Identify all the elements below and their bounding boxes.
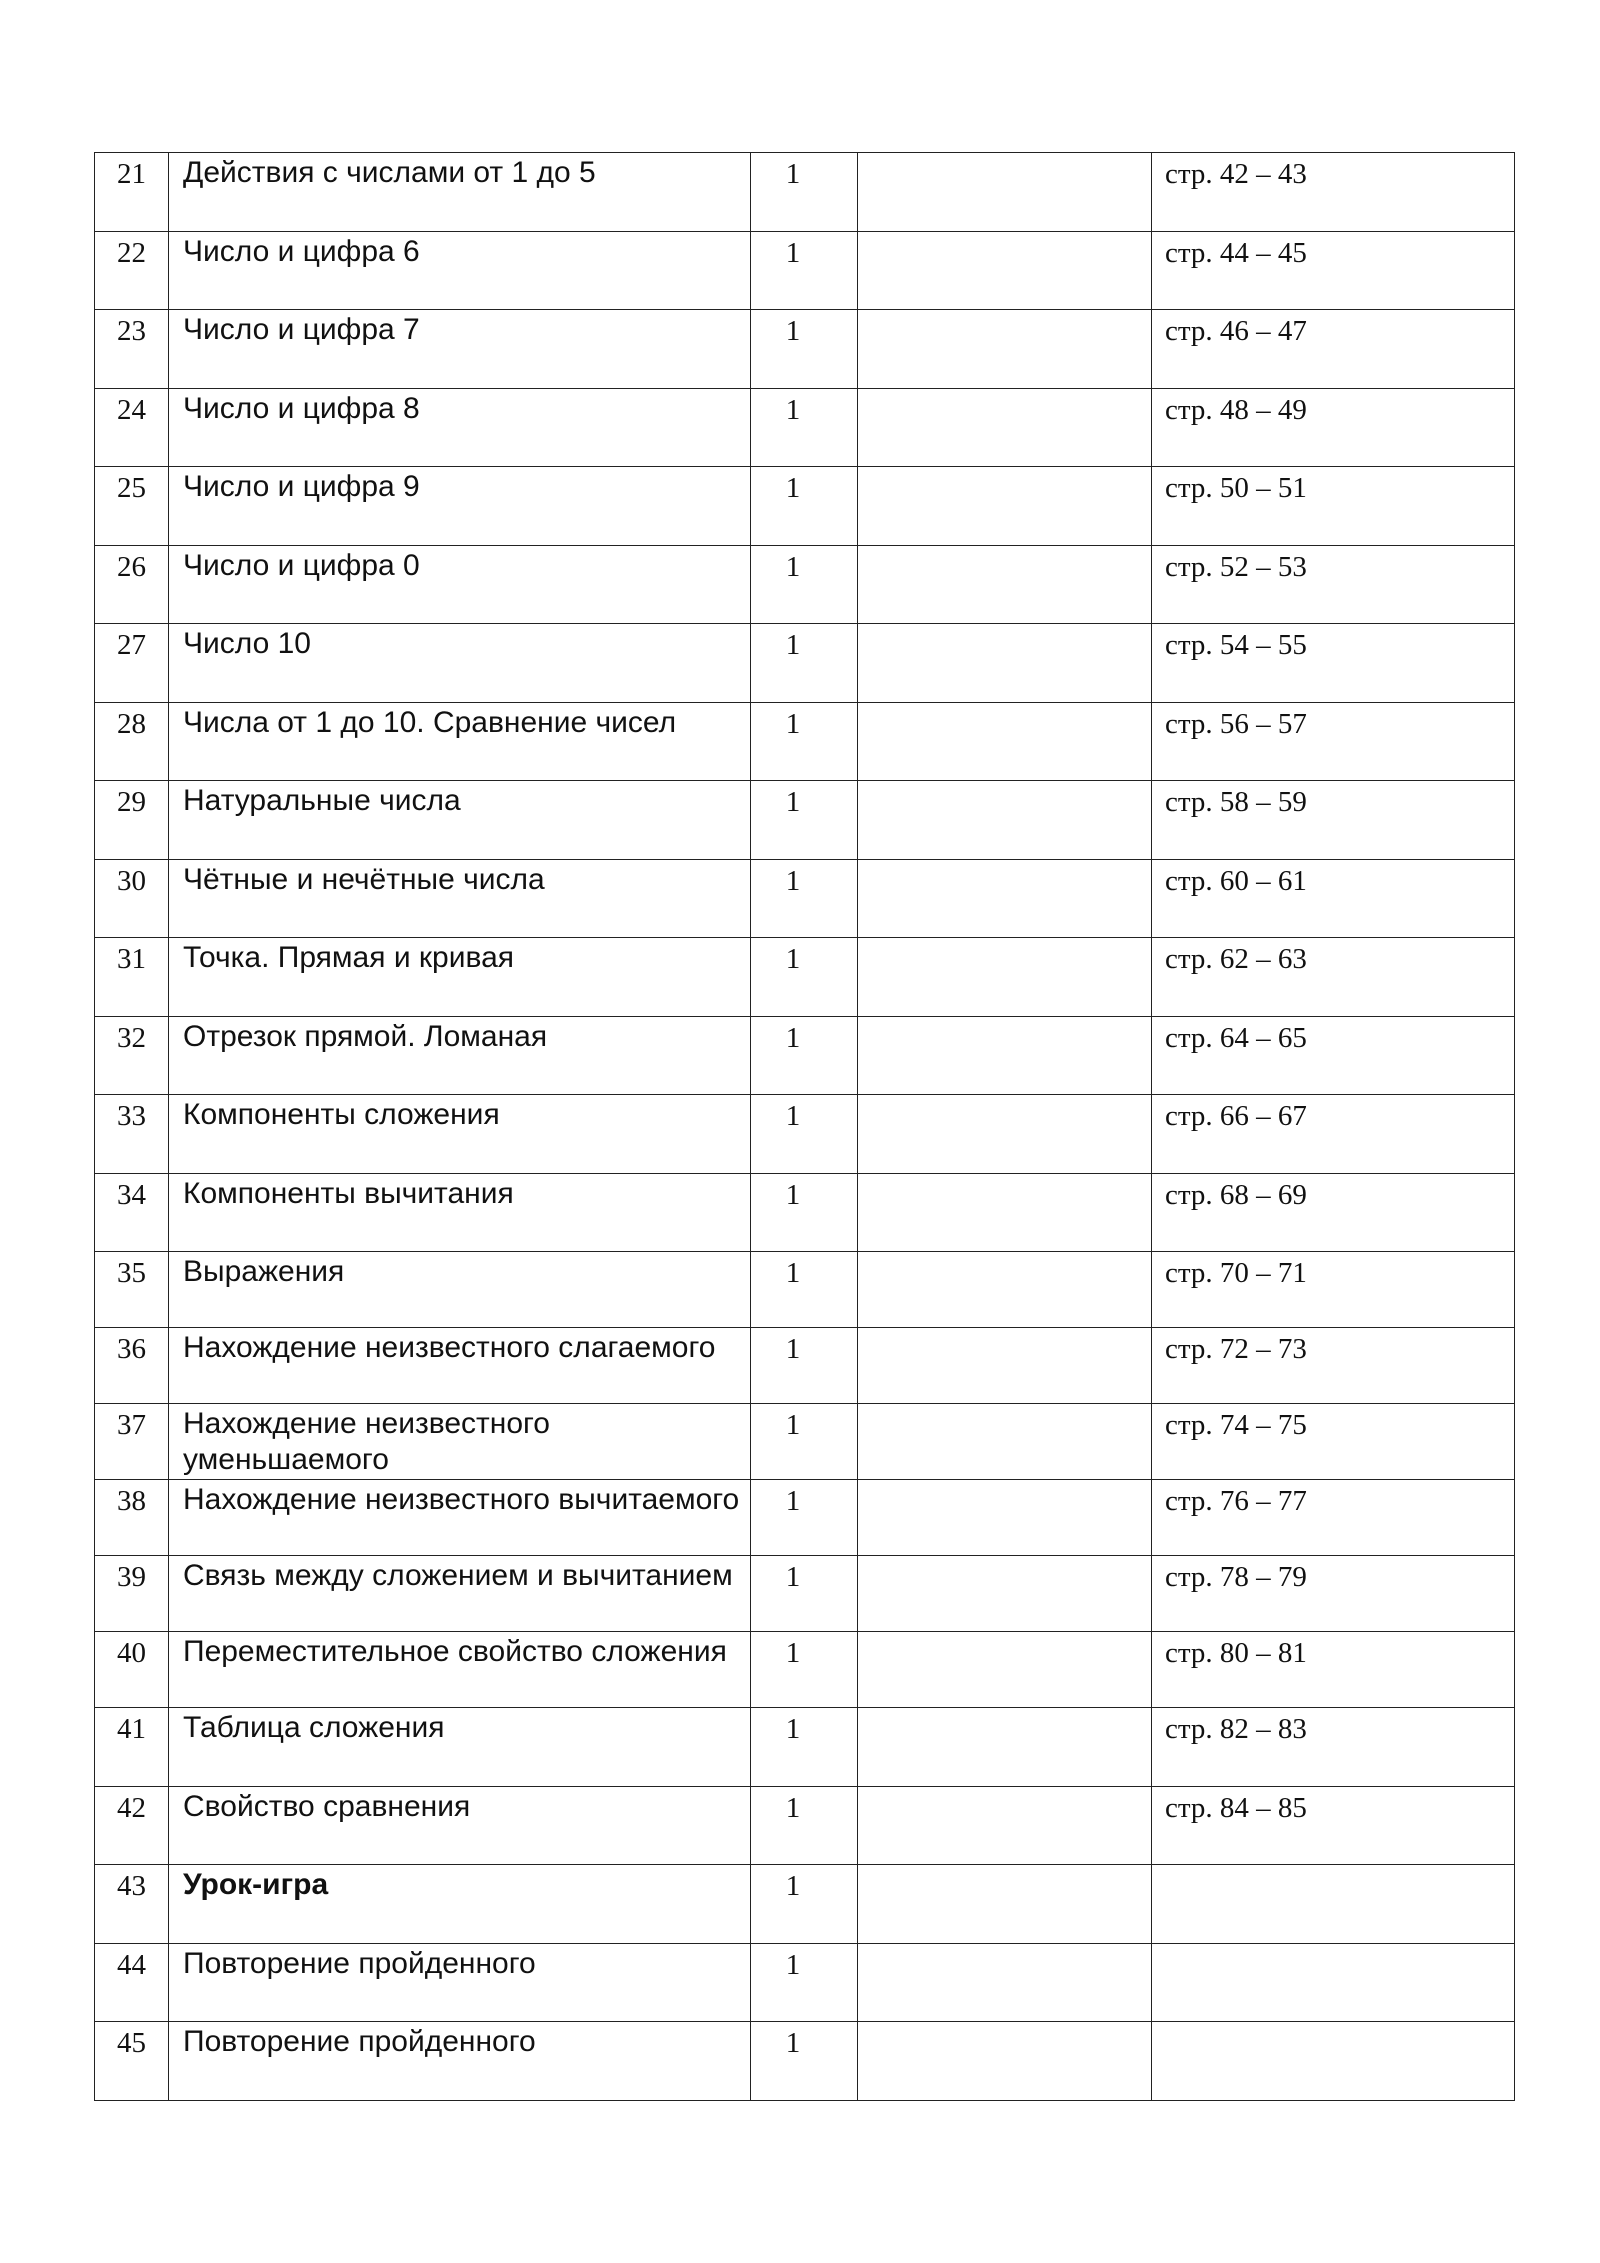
textbook-pages: стр. 58 – 59 [1152, 781, 1515, 860]
lesson-number: 45 [95, 2022, 169, 2101]
lesson-number: 22 [95, 231, 169, 310]
lesson-date [858, 702, 1152, 781]
lesson-number: 40 [95, 1632, 169, 1708]
lesson-date [858, 1252, 1152, 1328]
lesson-number: 29 [95, 781, 169, 860]
lesson-hours: 1 [751, 1095, 858, 1174]
lesson-topic: Таблица сложения [169, 1708, 751, 1787]
lesson-date [858, 1632, 1152, 1708]
textbook-pages: стр. 70 – 71 [1152, 1252, 1515, 1328]
textbook-pages: стр. 54 – 55 [1152, 624, 1515, 703]
table-row [95, 859, 1515, 938]
textbook-pages: стр. 50 – 51 [1152, 467, 1515, 546]
lesson-date [858, 310, 1152, 389]
lesson-date [858, 153, 1152, 232]
lesson-hours: 1 [751, 1708, 858, 1787]
lesson-hours: 1 [751, 1632, 858, 1708]
lesson-topic: Натуральные числа [169, 781, 751, 860]
lesson-date [858, 2022, 1152, 2101]
lesson-number: 28 [95, 702, 169, 781]
textbook-pages: стр. 46 – 47 [1152, 310, 1515, 389]
textbook-pages: стр. 60 – 61 [1152, 859, 1515, 938]
lesson-hours: 1 [751, 702, 858, 781]
lesson-date [858, 1556, 1152, 1632]
lesson-number: 30 [95, 859, 169, 938]
lesson-number: 42 [95, 1786, 169, 1865]
lesson-hours: 1 [751, 1016, 858, 1095]
lesson-number: 24 [95, 388, 169, 467]
textbook-pages: стр. 76 – 77 [1152, 1480, 1515, 1556]
lesson-topic: Нахождение неизвестного уменьшаемого [169, 1404, 751, 1480]
lesson-topic: Урок-игра [169, 1865, 751, 1944]
lesson-hours: 1 [751, 153, 858, 232]
lesson-topic: Точка. Прямая и кривая [169, 938, 751, 1017]
lesson-number: 41 [95, 1708, 169, 1787]
table-row [95, 1786, 1515, 1865]
table-row [95, 467, 1515, 546]
lesson-topic: Повторение пройденного [169, 2022, 751, 2101]
lesson-date [858, 1865, 1152, 1944]
lesson-hours: 1 [751, 467, 858, 546]
lesson-date [858, 1016, 1152, 1095]
lesson-date [858, 1480, 1152, 1556]
lesson-number: 23 [95, 310, 169, 389]
lesson-number: 44 [95, 1943, 169, 2022]
lesson-date [858, 1708, 1152, 1787]
lesson-date [858, 624, 1152, 703]
table-row [95, 624, 1515, 703]
table-row [95, 153, 1515, 232]
lesson-topic: Число и цифра 8 [169, 388, 751, 467]
lesson-topic: Повторение пройденного [169, 1943, 751, 2022]
lesson-hours: 1 [751, 388, 858, 467]
lesson-topic: Нахождение неизвестного слагаемого [169, 1328, 751, 1404]
lesson-hours: 1 [751, 1786, 858, 1865]
lesson-hours: 1 [751, 1865, 858, 1944]
lesson-date [858, 231, 1152, 310]
lesson-number: 21 [95, 153, 169, 232]
lesson-topic: Связь между сложением и вычитанием [169, 1556, 751, 1632]
table-row [95, 938, 1515, 1017]
textbook-pages: стр. 84 – 85 [1152, 1786, 1515, 1865]
lesson-topic: Выражения [169, 1252, 751, 1328]
lesson-plan-table [94, 152, 1515, 2101]
textbook-pages: стр. 52 – 53 [1152, 545, 1515, 624]
table-row [95, 1016, 1515, 1095]
lesson-topic: Число 10 [169, 624, 751, 703]
textbook-pages: стр. 42 – 43 [1152, 153, 1515, 232]
lesson-topic: Число и цифра 9 [169, 467, 751, 546]
textbook-pages: стр. 80 – 81 [1152, 1632, 1515, 1708]
lesson-hours: 1 [751, 1328, 858, 1404]
textbook-pages: стр. 62 – 63 [1152, 938, 1515, 1017]
lesson-hours: 1 [751, 1404, 858, 1480]
textbook-pages: стр. 82 – 83 [1152, 1708, 1515, 1787]
lesson-number: 26 [95, 545, 169, 624]
lesson-topic: Компоненты сложения [169, 1095, 751, 1174]
textbook-pages [1152, 1943, 1515, 2022]
lesson-number: 33 [95, 1095, 169, 1174]
textbook-pages: стр. 44 – 45 [1152, 231, 1515, 310]
lesson-number: 38 [95, 1480, 169, 1556]
table-row [95, 1404, 1515, 1480]
textbook-pages [1152, 2022, 1515, 2101]
table-row [95, 231, 1515, 310]
lesson-topic: Переместительное свойство сложения [169, 1632, 751, 1708]
table-row [95, 1328, 1515, 1404]
lesson-date [858, 1943, 1152, 2022]
table-row [95, 1480, 1515, 1556]
table-row [95, 545, 1515, 624]
table-row [95, 702, 1515, 781]
lesson-topic: Нахождение неизвестного вычитаемого [169, 1480, 751, 1556]
lesson-date [858, 1404, 1152, 1480]
table-row [95, 781, 1515, 860]
lesson-number: 31 [95, 938, 169, 1017]
table-row [95, 1252, 1515, 1328]
lesson-topic: Действия с числами от 1 до 5 [169, 153, 751, 232]
lesson-date [858, 545, 1152, 624]
table-row [95, 1095, 1515, 1174]
table-row [95, 1865, 1515, 1944]
lesson-hours: 1 [751, 2022, 858, 2101]
lesson-number: 34 [95, 1173, 169, 1252]
lesson-topic: Чётные и нечётные числа [169, 859, 751, 938]
lesson-number: 32 [95, 1016, 169, 1095]
textbook-pages: стр. 66 – 67 [1152, 1095, 1515, 1174]
lesson-date [858, 859, 1152, 938]
lesson-topic: Свойство сравнения [169, 1786, 751, 1865]
lesson-topic: Число и цифра 6 [169, 231, 751, 310]
lesson-date [858, 1173, 1152, 1252]
lesson-hours: 1 [751, 1943, 858, 2022]
textbook-pages: стр. 74 – 75 [1152, 1404, 1515, 1480]
lesson-number: 25 [95, 467, 169, 546]
lesson-hours: 1 [751, 859, 858, 938]
lesson-date [858, 781, 1152, 860]
table-row [95, 1708, 1515, 1787]
lesson-number: 43 [95, 1865, 169, 1944]
lesson-topic: Числа от 1 до 10. Сравнение чисел [169, 702, 751, 781]
table-row [95, 2022, 1515, 2101]
lesson-topic: Число и цифра 0 [169, 545, 751, 624]
textbook-pages [1152, 1865, 1515, 1944]
textbook-pages: стр. 64 – 65 [1152, 1016, 1515, 1095]
lesson-number: 36 [95, 1328, 169, 1404]
textbook-pages: стр. 56 – 57 [1152, 702, 1515, 781]
lesson-number: 37 [95, 1404, 169, 1480]
lesson-date [858, 1786, 1152, 1865]
lesson-hours: 1 [751, 1480, 858, 1556]
lesson-topic: Число и цифра 7 [169, 310, 751, 389]
lesson-number: 39 [95, 1556, 169, 1632]
lesson-date [858, 467, 1152, 546]
lesson-date [858, 1095, 1152, 1174]
lesson-topic: Компоненты вычитания [169, 1173, 751, 1252]
lesson-hours: 1 [751, 1252, 858, 1328]
table-row [95, 1556, 1515, 1632]
lesson-date [858, 388, 1152, 467]
lesson-date [858, 938, 1152, 1017]
lesson-number: 35 [95, 1252, 169, 1328]
lesson-hours: 1 [751, 1556, 858, 1632]
lesson-date [858, 1328, 1152, 1404]
textbook-pages: стр. 72 – 73 [1152, 1328, 1515, 1404]
table-row [95, 1943, 1515, 2022]
lesson-hours: 1 [751, 938, 858, 1017]
lesson-hours: 1 [751, 545, 858, 624]
table-row [95, 388, 1515, 467]
lesson-hours: 1 [751, 624, 858, 703]
textbook-pages: стр. 68 – 69 [1152, 1173, 1515, 1252]
lesson-hours: 1 [751, 231, 858, 310]
table-row [95, 1173, 1515, 1252]
table-row [95, 1632, 1515, 1708]
textbook-pages: стр. 48 – 49 [1152, 388, 1515, 467]
lesson-hours: 1 [751, 310, 858, 389]
table-row [95, 310, 1515, 389]
textbook-pages: стр. 78 – 79 [1152, 1556, 1515, 1632]
lesson-topic: Отрезок прямой. Ломаная [169, 1016, 751, 1095]
lesson-number: 27 [95, 624, 169, 703]
lesson-hours: 1 [751, 781, 858, 860]
lesson-hours: 1 [751, 1173, 858, 1252]
